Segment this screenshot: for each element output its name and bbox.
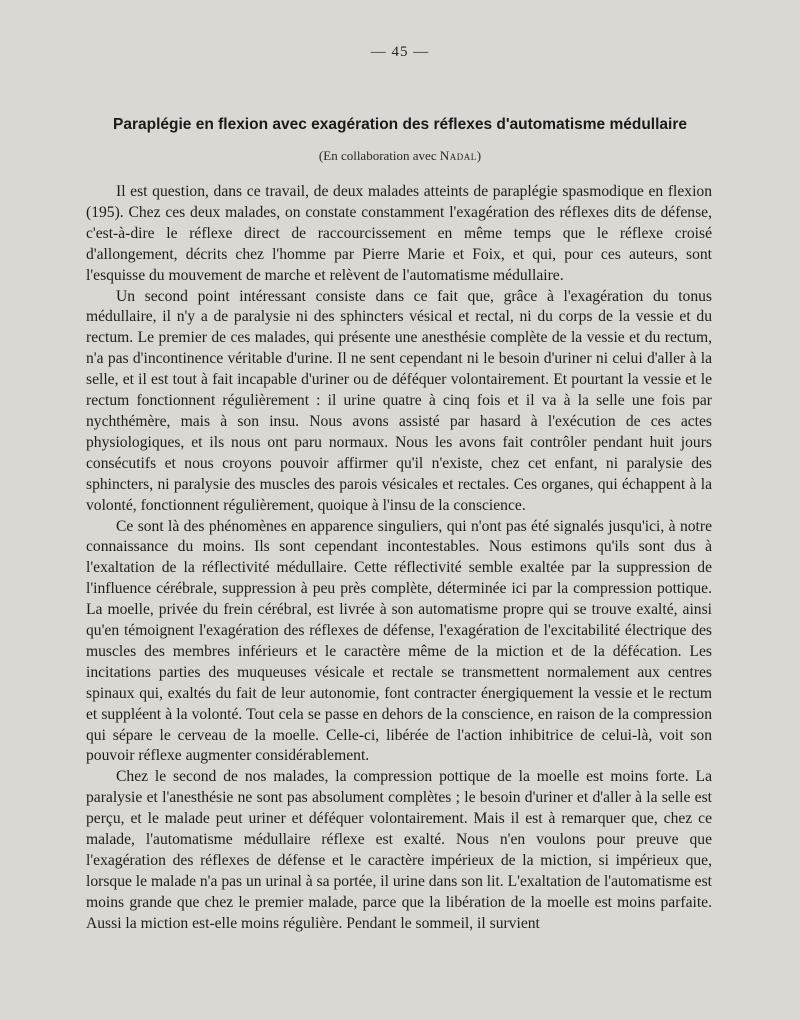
paragraph-1: Il est question, dans ce travail, de deux malades atteints de paraplégie spasmodique en flexion (195). Chez ces deux malades, on constate constamment l'exagération des réflexes dits de défense, c'est-à-dire le réflexe direct de raccourcissement en même temps que le réflexe croisé d'allongement, décrits chez l'homme par Pierre Marie et Foix, et qui, pour ces auteurs, sont l'esquisse du mouvement de marche et relèvent de l'automatisme médullaire. bbox=[86, 183, 712, 284]
collaboration-note bbox=[0, 148, 800, 164]
collaboration-suffix: ) bbox=[476, 148, 482, 163]
collaborator-name: Nadal bbox=[439, 148, 477, 163]
body-text bbox=[86, 182, 712, 935]
page-number: — 45 — bbox=[370, 44, 430, 60]
section-heading: Paraplégie en flexion avec exagération des réflexes d'automatisme médullaire bbox=[113, 116, 687, 133]
paragraph-3: Ce sont là des phénomènes en apparence singuliers, qui n'ont pas été signalés jusqu'ici, à notre connaissance du moins. Ils sont cependant incontestables. Nous estimons qu'ils sont dus à l'exaltation de la réflectivité médullaire. Cette réflectivité semble exaltée par la suppression de l'influence cérébrale, suppression à peu près complète, déterminée ici par la compression pottique. La moelle, privée du frein cérébral, est livrée à son automatisme propre qui se trouve exalté, ainsi qu'en témoignent l'exagération des réflexes de défense, l'exagération de l'excitabilité électrique des muscles des membres inférieurs et le caractère même de la miction et de la défécation. Les incitations parties des muqueuses vésicale et rectale se transmettent normalement aux centres spinaux qui, exaltés du fait de leur autonomie, font contracter énergiquement la vessie et le rectum et suppléent à la volonté. Tout cela se passe en dehors de la conscience, en raison de la compression qui sépare le cerveau de la moelle. Celle-ci, libérée de l'action inhibitrice de celui-là, voit son pouvoir réflexe augmenter considérablement. bbox=[86, 517, 712, 765]
paragraph-4: Chez le second de nos malades, la compression pottique de la moelle est moins forte. La paralysie et l'anesthésie ne sont pas absolument complètes ; le besoin d'uriner et d'aller à la selle est perçu, et le malade peut uriner et déféquer volontairement. Mais il est à remarquer que, chez ce malade, l'automatisme médullaire réflexe est exalté. Nous n'en voulons pour preuve que l'exagération des réflexes de défense et le caractère impérieux de la miction, si impérieux que, lorsque le malade n'a pas un urinal à sa portée, il urine dans son lit. L'exaltation de l'automatisme est moins grande que chez le premier malade, parce que la libération de la moelle est moins parfaite. Aussi la miction est-elle moins régulière. Pendant le sommeil, il survient bbox=[86, 768, 712, 932]
paragraph-2: Un second point intéressant consiste dans ce fait que, grâce à l'exagération du tonus médullaire, il n'y a de paralysie ni des sphincters vésical et rectal, ni du corps de la vessie et du rectum. Le premier de ces malades, qui présente une anesthésie complète de la vessie et du rectum, n'a pas d'incontinence véritable d'urine. Il ne sent cependant ni le besoin d'uriner ni celui d'aller à la selle, et il est tout à fait incapable d'uriner ou de déféquer volontairement. Et pourtant la vessie et le rectum fonctionnent régulièrement : il urine quatre à cinq fois et il va à la selle une fois par nychthémère, mais à son insu. Nous avons assisté par hasard à l'exécution de ces actes physiologiques, et ils nous ont paru normaux. Nous les avons fait contrôler pendant huit jours consécutifs et nous croyons pouvoir affirmer qu'il n'existe, chez cet enfant, ni paralysie des sphincters, ni paralysie des muscles des parois vésicales et rectales. Ces organes, qui échappent à la volonté, fonctionnent régulièrement, quoique à l'insu de la conscience. bbox=[86, 287, 712, 514]
collaboration-prefix: (En collaboration avec bbox=[318, 148, 440, 163]
